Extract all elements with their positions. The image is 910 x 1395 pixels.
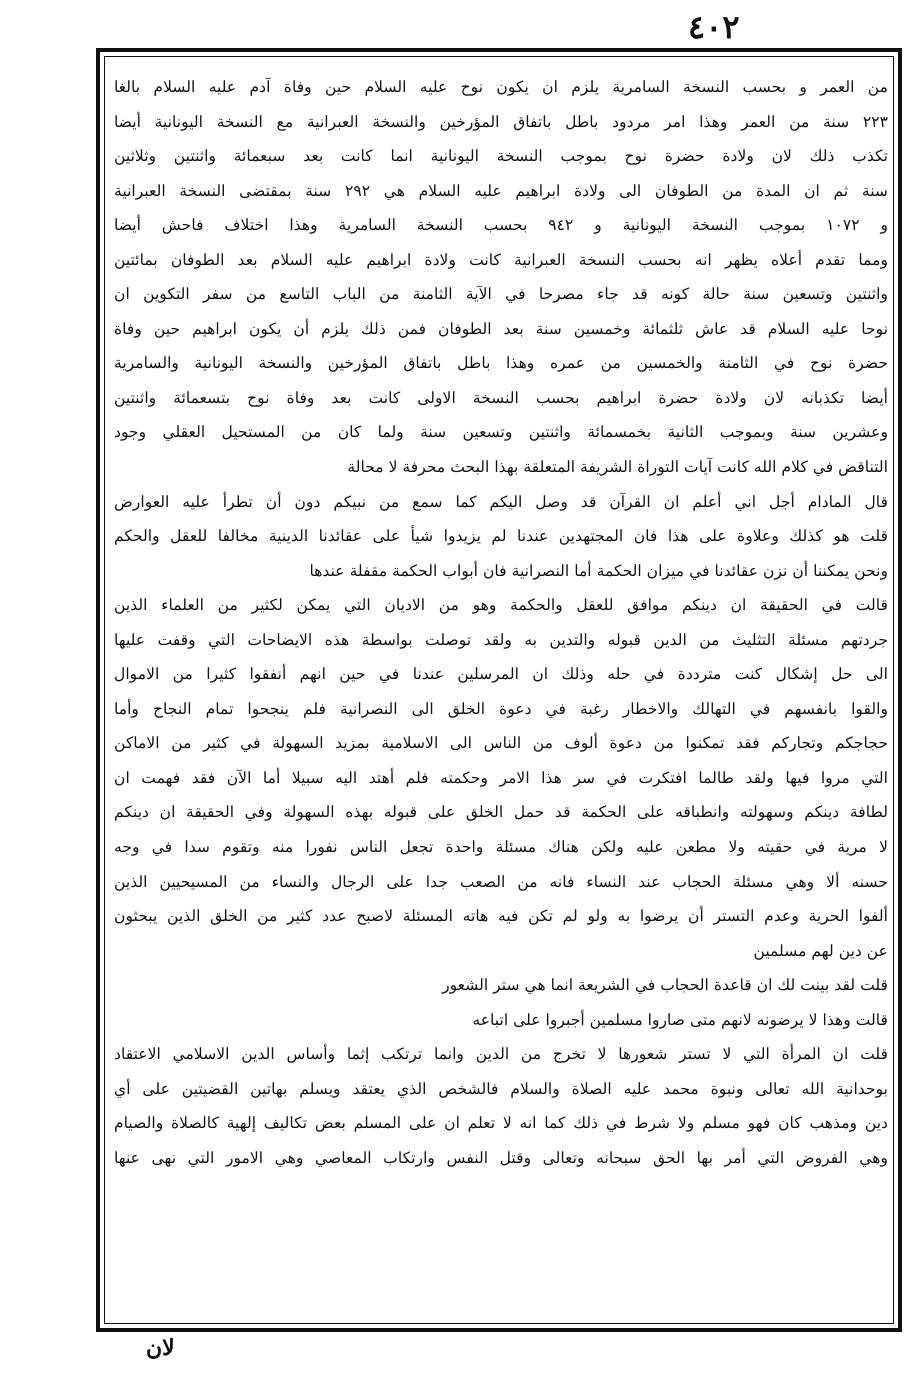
text-line: نوحا عليه السلام قد عاش ثلثمائة وخمسين سنة بعد الطوفان فمن ذلك يلزم أن يكون ابراهيم حين وفاة [114,319,888,338]
text-line: أيضا تكذبانه لان ولادة حضرة ابراهيم بحسب النسخة الاولى كانت بعد وفاة نوح بتسعمائة واثنتين [114,388,888,407]
text-line: قلت ان المرأة التي لا تستر شعورها لا تخرج من الدين وانما ترتكب إثما وأساس الدين الاسلامي الاعتقاد [114,1045,888,1064]
text-line: حجاجكم وتجاركم فقد تمكنوا من دعوة ألوف من الناس الى الاسلامية بمزيد السهولة في كثير من الاماكن [114,734,888,753]
text-line: دين ومذهب كان فهو مسلم ولا شرط في ذلك كما انه لا تعلم ان على المسلم بعض تكاليف إلهية كالصلاة والصيام [114,1114,888,1133]
text-line: قال المادام أجل اني أعلم ان القرآن قد وصل اليكم كما سمع من نبيكم دون أن تطرأ عليه العوارض [114,492,888,511]
text-line: و ١٠٧٢ بموجب النسخة اليونانية و ٩٤٢ بحسب النسخة السامرية وهذا اختلاف فاحش أيضا [114,216,888,235]
text-line: ألفوا الحرية وعدم التستر أن يرضوا به ولو لم تكن فيه هاته المسئلة لاصبح عدد كثير من الخلق الذين يبحثون [114,907,888,926]
text-line: واثنتين وتسعين سنة حالة كونه قد جاء مصرحا في الآية الثامنة من الباب التاسع من سفر التكوين ان [114,285,888,304]
text-line: تكذب ذلك لان ولادة حضرة نوح بموجب النسخة اليونانية انما كانت بعد سبعمائة واثنتين وثلاثين [114,147,888,166]
text-line: حضرة نوح في الثامنة والخمسين من عمره وهذا باطل باتفاق المؤرخين والنسخة اليونانية والسامرية [114,354,888,373]
text-line: من العمر و بحسب النسخة السامرية يلزم ان يكون نوح عليه السلام حين وفاة آدم عليه السلام بالغا [114,78,888,96]
text-line: حسنه ألا وهي مسئلة الحجاب عند النساء فانه من الصعب جدا على الرجال والنساء من المسيحيين الذين [114,872,888,891]
text-line: قالت وهذا لا يرضونه لانهم متى صاروا مسلمين أجبروا على اتباعه [472,1010,888,1029]
text-line: قالت في الحقيقة ان دينكم موافق للعقل والحكمة وهو من الاديان التي يمكن لكثير من العلماء الذين [114,596,888,615]
text-line: الى حل إشكال كنت مترددة في حله وذلك ان المرسلين عندنا في حين انهم أنفقوا كثيرا من الاموال [114,665,888,684]
text-line: ومما تقدم أعلاه يظهر انه بحسب النسخة العبرانية كانت ولادة ابراهيم عليه السلام بعد الطوفان بمائتين [114,250,888,269]
text-line: بوحدانية الله تعالى ونبوة محمد عليه الصلاة والسلام فالشخص الذي يعتقد ويسلم بهاتين القضيتين على أي [114,1079,888,1098]
text-line: ونحن يمكننا أن نزن عقائدنا في ميزان الحكمة أما النصرانية فان أبواب الحكمة مقفلة عندها [309,561,888,580]
page-number: ٤٠٢ [688,8,740,46]
text-line: لطافة دينكم وسهولته وانطباقه على الحكمة قد حمل الخلق على قبوله بهذه السهولة وفي الحقيقة ان دينكم [114,803,888,822]
catchword: لان [146,1335,175,1361]
text-line: وهي الفروض التي أمر بها الحق سبحانه وتعالى وقتل النفس وارتكاب المعاصي وهي الامور التي نهى عنها [114,1148,888,1167]
text-line: سنة ثم ان المدة من الطوفان الى ولادة ابراهيم عليه السلام هي ٢٩٢ سنة بمقتضى النسخة العبرانية [114,181,888,200]
text-line: قلت لقد بينت لك ان قاعدة الحجاب في الشريعة انما هي ستر الشعور [442,976,888,995]
text-line: عن دين لهم مسلمين [753,941,888,960]
text-line: التناقض في كلام الله كانت آيات التوراة الشريفة المتعلقة بهذا البحث محرفة لا محالة [347,458,888,477]
text-line: ٢٢٣ سنة من العمر وهذا امر مردود باطل باتفاق المؤرخين والنسخة العبرانية مع النسخة اليونانية أيضا [114,112,888,131]
text-line: جردتهم مسئلة التثليث من الدين قبوله والتدين به ولقد توصلت بواسطة هذه الايضاحات التي وقفت عليها [114,630,888,649]
text-line: والقوا بانفسهم في التهالك والاخطار رغبة في دعوة الخلق الى النصرانية فلم ينجحوا تمام النجاح وأما [114,699,888,718]
text-line: التي مروا فيها ولقد طالما افتكرت في سر هذا الامر وحكمته فلم أهتد اليه سبيلا أما الآن فقد فهمت ان [114,768,888,787]
text-line: وعشرين سنة وبموجب الثانية بخمسمائة واثنتين وتسعين سنة ولما كان من المستحيل العقلي وجود [114,423,888,442]
text-line: قلت هو كذلك وعلاوة على هذا فان المجتهدين عندنا لم يزيدوا شيأ على عقائدنا الدينية مخالفا للعقل والحكم [114,527,888,546]
text-line: لا مرية في حقيته ولا مطعن عليه ولكن هناك مسئلة واحدة تجعل الناس نفورا منه وتقوم سدا في وجه [114,838,888,857]
text-body [114,70,888,1176]
